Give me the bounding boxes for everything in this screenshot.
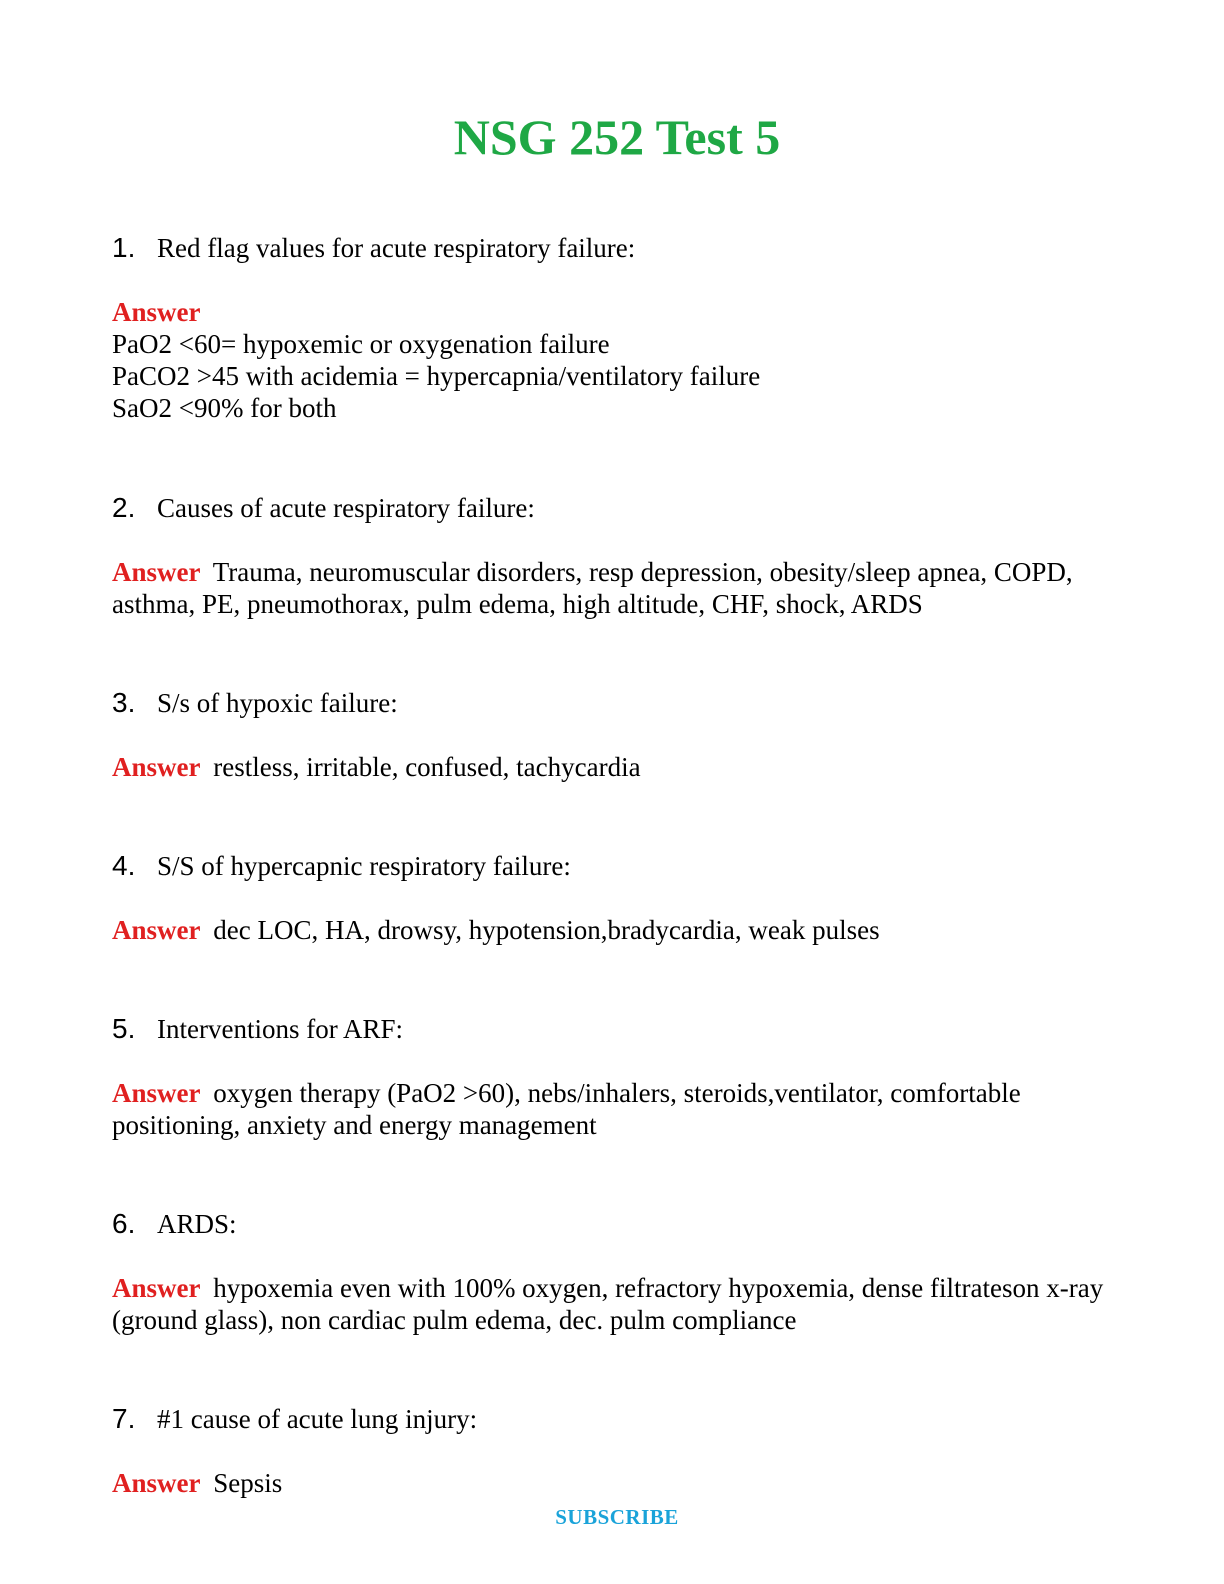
question (112, 1403, 1132, 1435)
subscribe-link[interactable]: SUBSCRIBE (555, 1505, 679, 1529)
question-block-4 (112, 850, 1132, 946)
question-block-2 (112, 492, 1132, 620)
question-text: S/s of hypoxic failure: (157, 688, 398, 718)
question (112, 1013, 1132, 1045)
question-number: 6. (112, 1208, 136, 1239)
question-block-3 (112, 687, 1132, 783)
answer-label: Answer (112, 1078, 201, 1108)
answer (112, 751, 1132, 783)
answer-text: oxygen therapy (PaO2 >60), nebs/inhalers, steroids,ventilator, comfortable positioning, anxiety and energy management (112, 1078, 1021, 1140)
answer-label: Answer (112, 752, 201, 782)
question (112, 1208, 1132, 1240)
question-text: Red flag values for acute respiratory failure: (157, 233, 636, 263)
answer-line: PaCO2 >45 with acidemia = hypercapnia/ventilatory failure (112, 361, 761, 391)
question (112, 492, 1132, 524)
question-text: S/S of hypercapnic respiratory failure: (157, 851, 571, 881)
question-number: 5. (112, 1013, 136, 1044)
question-number: 1. (112, 232, 136, 263)
answer (112, 296, 1132, 424)
question-number: 2. (112, 492, 136, 523)
question-text: ARDS: (157, 1209, 237, 1239)
question-block-6 (112, 1208, 1132, 1336)
answer-label: Answer (112, 1273, 201, 1303)
answer-line: PaO2 <60= hypoxemic or oxygenation failure (112, 329, 610, 359)
answer-text: restless, irritable, confused, tachycardia (213, 752, 641, 782)
question-block-7 (112, 1403, 1132, 1499)
question-number: 7. (112, 1403, 136, 1434)
answer-line: SaO2 <90% for both (112, 393, 337, 423)
question-text: Causes of acute respiratory failure: (157, 493, 535, 523)
question-text: Interventions for ARF: (157, 1014, 403, 1044)
answer-label: Answer (112, 915, 201, 945)
answer (112, 556, 1132, 620)
answer (112, 1077, 1132, 1141)
answer-label: Answer (112, 557, 201, 587)
answer (112, 1272, 1132, 1336)
answer (112, 1467, 1132, 1499)
answer-label: Answer (112, 1468, 201, 1498)
answer-label: Answer (112, 297, 201, 327)
question-number: 4. (112, 850, 136, 881)
answer-text: hypoxemia even with 100% oxygen, refractory hypoxemia, dense filtrateson x-ray (ground glass), non cardiac pulm edema, dec. pulm compliance (112, 1273, 1104, 1335)
question (112, 850, 1132, 882)
question-number: 3. (112, 687, 136, 718)
page-title: NSG 252 Test 5 (453, 109, 781, 165)
answer-text: dec LOC, HA, drowsy, hypotension,bradycardia, weak pulses (213, 915, 880, 945)
answer-text: Sepsis (213, 1468, 283, 1498)
answer (112, 914, 1132, 946)
question (112, 687, 1132, 719)
answer-text: Trauma, neuromuscular disorders, resp depression, obesity/sleep apnea, COPD, asthma, PE, pneumothorax, pulm edema, high altitude, CHF, shock, ARDS (112, 557, 1073, 619)
question (112, 232, 1132, 264)
question-text: #1 cause of acute lung injury: (157, 1404, 478, 1434)
question-block-5 (112, 1013, 1132, 1141)
question-block-1 (112, 232, 1132, 424)
